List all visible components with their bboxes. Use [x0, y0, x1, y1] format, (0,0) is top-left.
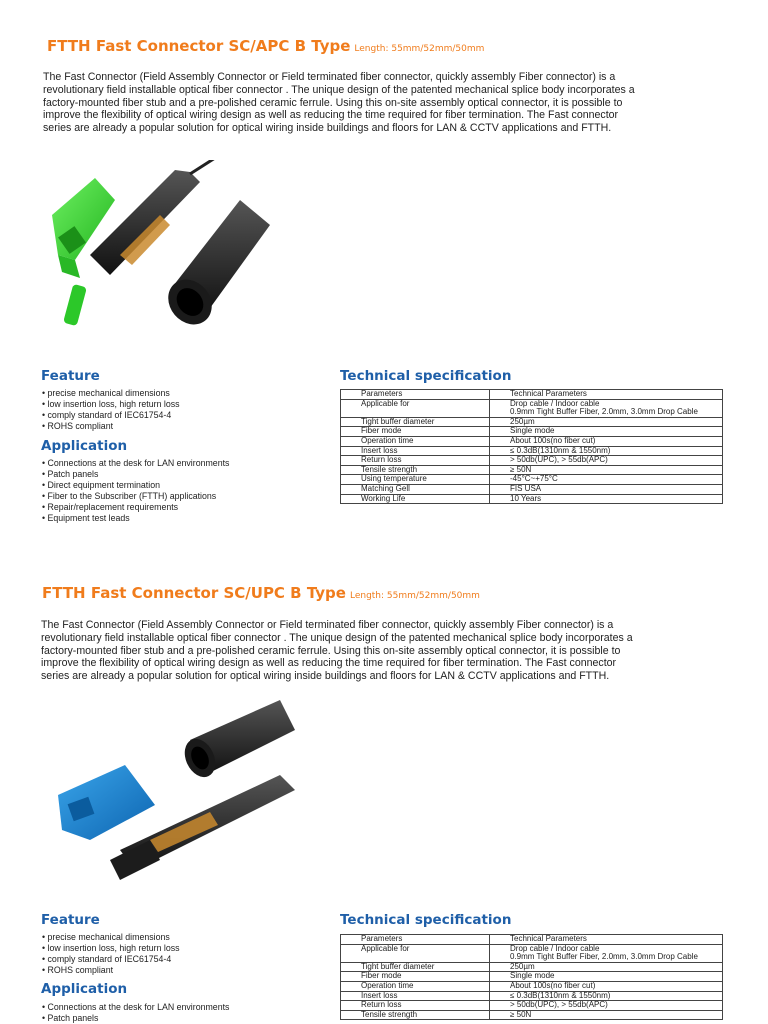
spec-value-cell: > 50db(UPC), > 55db(APC): [490, 1001, 723, 1011]
spec-row: [341, 1010, 723, 1020]
spec-value-cell: -45°C~+75°C: [490, 475, 723, 485]
product-title-text: FTTH Fast Connector SC/UPC B Type: [42, 584, 346, 602]
spec-value-cell: 250µm: [490, 962, 723, 972]
spec-value-cell: Technical Parameters: [490, 935, 723, 945]
spec-parameter-cell: Parameters: [341, 935, 490, 945]
spec-header-row: [341, 390, 723, 400]
list-item: • low insertion loss, high return loss: [42, 943, 180, 954]
list-item: • ROHS compliant: [42, 421, 180, 432]
spec-value-cell: ≥ 50N: [490, 1010, 723, 1020]
spec-parameter-cell: Insert loss: [341, 991, 490, 1001]
length-note: Length: 55mm/52mm/50mm: [349, 591, 480, 601]
connector-photo-green: [40, 160, 330, 335]
spec-parameter-cell: Fiber mode: [341, 972, 490, 982]
spec-parameter-cell: Operation time: [341, 436, 490, 446]
list-item: • low insertion loss, high return loss: [42, 399, 180, 410]
spec-row: [341, 1001, 723, 1011]
length-note: Length: 55mm/52mm/50mm: [354, 44, 485, 54]
product-title: [47, 37, 484, 55]
list-item: • Fiber to the Subscriber (FTTH) applications: [42, 491, 229, 502]
spec-parameter-cell: Applicable for: [341, 944, 490, 962]
spec-parameter-cell: Operation time: [341, 981, 490, 991]
application-list: [42, 458, 229, 524]
spec-parameter-cell: Matching Gell: [341, 484, 490, 494]
spec-value-cell: 10 Years: [490, 494, 723, 504]
list-item: • ROHS compliant: [42, 965, 180, 976]
spec-row: [341, 944, 723, 962]
spec-parameter-cell: Applicable for: [341, 399, 490, 417]
intro-line: The Fast Connector (Field Assembly Connector or Field terminated fiber connector, quickly assembly Fiber connector) is a: [41, 619, 614, 631]
spec-row: [341, 981, 723, 991]
spec-table: [340, 934, 723, 1020]
intro-line: improve the flexibility of optical wiring design as well as reducing the time required for fiber termination. The Fast connector: [43, 109, 619, 122]
spec-value-cell: About 100s(no fiber cut): [490, 436, 723, 446]
application-heading: Application: [41, 438, 128, 454]
list-item: • comply standard of IEC61754-4: [42, 954, 180, 965]
intro-line: factory-mounted fiber stub and a pre-polished ceramic ferrule. Using this on-site assembly optical connector, it is possible to: [41, 644, 621, 657]
feature-list: [42, 388, 180, 432]
list-item: • Patch panels: [42, 469, 229, 480]
spec-row: [341, 456, 723, 466]
application-list: [42, 1002, 229, 1024]
feature-list: [42, 932, 180, 976]
spec-value-cell: About 100s(no fiber cut): [490, 981, 723, 991]
spec-parameter-cell: Tight buffer diameter: [341, 417, 490, 427]
spec-value-cell: Technical Parameters: [490, 390, 723, 400]
spec-parameter-cell: Return loss: [341, 1001, 490, 1011]
feature-heading: Feature: [41, 912, 100, 928]
spec-parameter-cell: Fiber mode: [341, 427, 490, 437]
intro-line: improve the flexibility of optical wiring design as well as reducing the time required for fiber termination. The Fast connector: [41, 657, 617, 670]
spec-value-cell: 250µm: [490, 417, 723, 427]
product-title: [42, 584, 480, 602]
intro-line: revolutionary field installable optical fiber connector . The unique design of the patented mechanical splice body incorporates a: [41, 631, 633, 644]
spec-parameter-cell: Return loss: [341, 456, 490, 466]
application-heading: Application: [41, 981, 128, 997]
spec-value-cell: > 50db(UPC), > 55db(APC): [490, 456, 723, 466]
spec-value-cell: ≤ 0.3dB(1310nm & 1550nm): [490, 446, 723, 456]
spec-parameter-cell: Tensile strength: [341, 465, 490, 475]
spec-row: [341, 399, 723, 417]
list-item: • precise mechanical dimensions: [42, 932, 180, 943]
list-item: • Connections at the desk for LAN environments: [42, 1002, 229, 1013]
spec-parameter-cell: Tensile strength: [341, 1010, 490, 1020]
list-item: • Patch panels: [42, 1013, 229, 1024]
spec-row: [341, 475, 723, 485]
spec-value-cell: Single mode: [490, 427, 723, 437]
list-item: • Repair/replacement requirements: [42, 502, 229, 513]
list-item: • Connections at the desk for LAN environments: [42, 458, 229, 469]
spec-parameter-cell: Parameters: [341, 390, 490, 400]
spec-row: [341, 484, 723, 494]
connector-photo-blue: [50, 700, 310, 890]
list-item: • comply standard of IEC61754-4: [42, 410, 180, 421]
spec-table: [340, 389, 723, 504]
spec-row: [341, 436, 723, 446]
spec-row: [341, 494, 723, 504]
spec-header-row: [341, 935, 723, 945]
spec-value-cell: ≤ 0.3dB(1310nm & 1550nm): [490, 991, 723, 1001]
tech-spec-heading: Technical specification: [340, 368, 512, 384]
intro-line: series are already a popular solution for optical wiring inside buildings and floors for LAN & CCTV applications and FTTH.: [41, 670, 610, 683]
spec-parameter-cell: Working Life: [341, 494, 490, 504]
spec-value-cell: Single mode: [490, 972, 723, 982]
spec-value-cell: Drop cable / Indoor cable 0.9mm Tight Buffer Fiber, 2.0mm, 3.0mm Drop Cable: [490, 399, 723, 417]
tech-spec-heading: Technical specification: [340, 912, 512, 928]
intro-line: series are already a popular solution for optical wiring inside buildings and floors for LAN & CCTV applications and FTTH.: [43, 122, 612, 135]
spec-parameter-cell: Tight buffer diameter: [341, 962, 490, 972]
list-item: • precise mechanical dimensions: [42, 388, 180, 399]
intro-line: The Fast Connector (Field Assembly Connector or Field terminated fiber connector, quickly assembly Fiber connector) is a: [43, 71, 616, 83]
spec-parameter-cell: Insert loss: [341, 446, 490, 456]
intro-paragraph: [41, 619, 721, 683]
feature-heading: Feature: [41, 368, 100, 384]
list-item: • Direct equipment termination: [42, 480, 229, 491]
intro-line: revolutionary field installable optical fiber connector . The unique design of the patented mechanical splice body incorporates a: [43, 83, 635, 96]
spec-value-cell: ≥ 50N: [490, 465, 723, 475]
spec-value-cell: Drop cable / Indoor cable 0.9mm Tight Buffer Fiber, 2.0mm, 3.0mm Drop Cable: [490, 944, 723, 962]
spec-parameter-cell: Using temperature: [341, 475, 490, 485]
spec-value-cell: FIS USA: [490, 484, 723, 494]
list-item: • Equipment test leads: [42, 513, 229, 524]
intro-paragraph: [43, 71, 723, 135]
product-title-text: FTTH Fast Connector SC/APC B Type: [47, 37, 351, 55]
product-section-upc: [0, 540, 768, 1024]
intro-line: factory-mounted fiber stub and a pre-polished ceramic ferrule. Using this on-site assembly optical connector, it is possible to: [43, 96, 623, 109]
